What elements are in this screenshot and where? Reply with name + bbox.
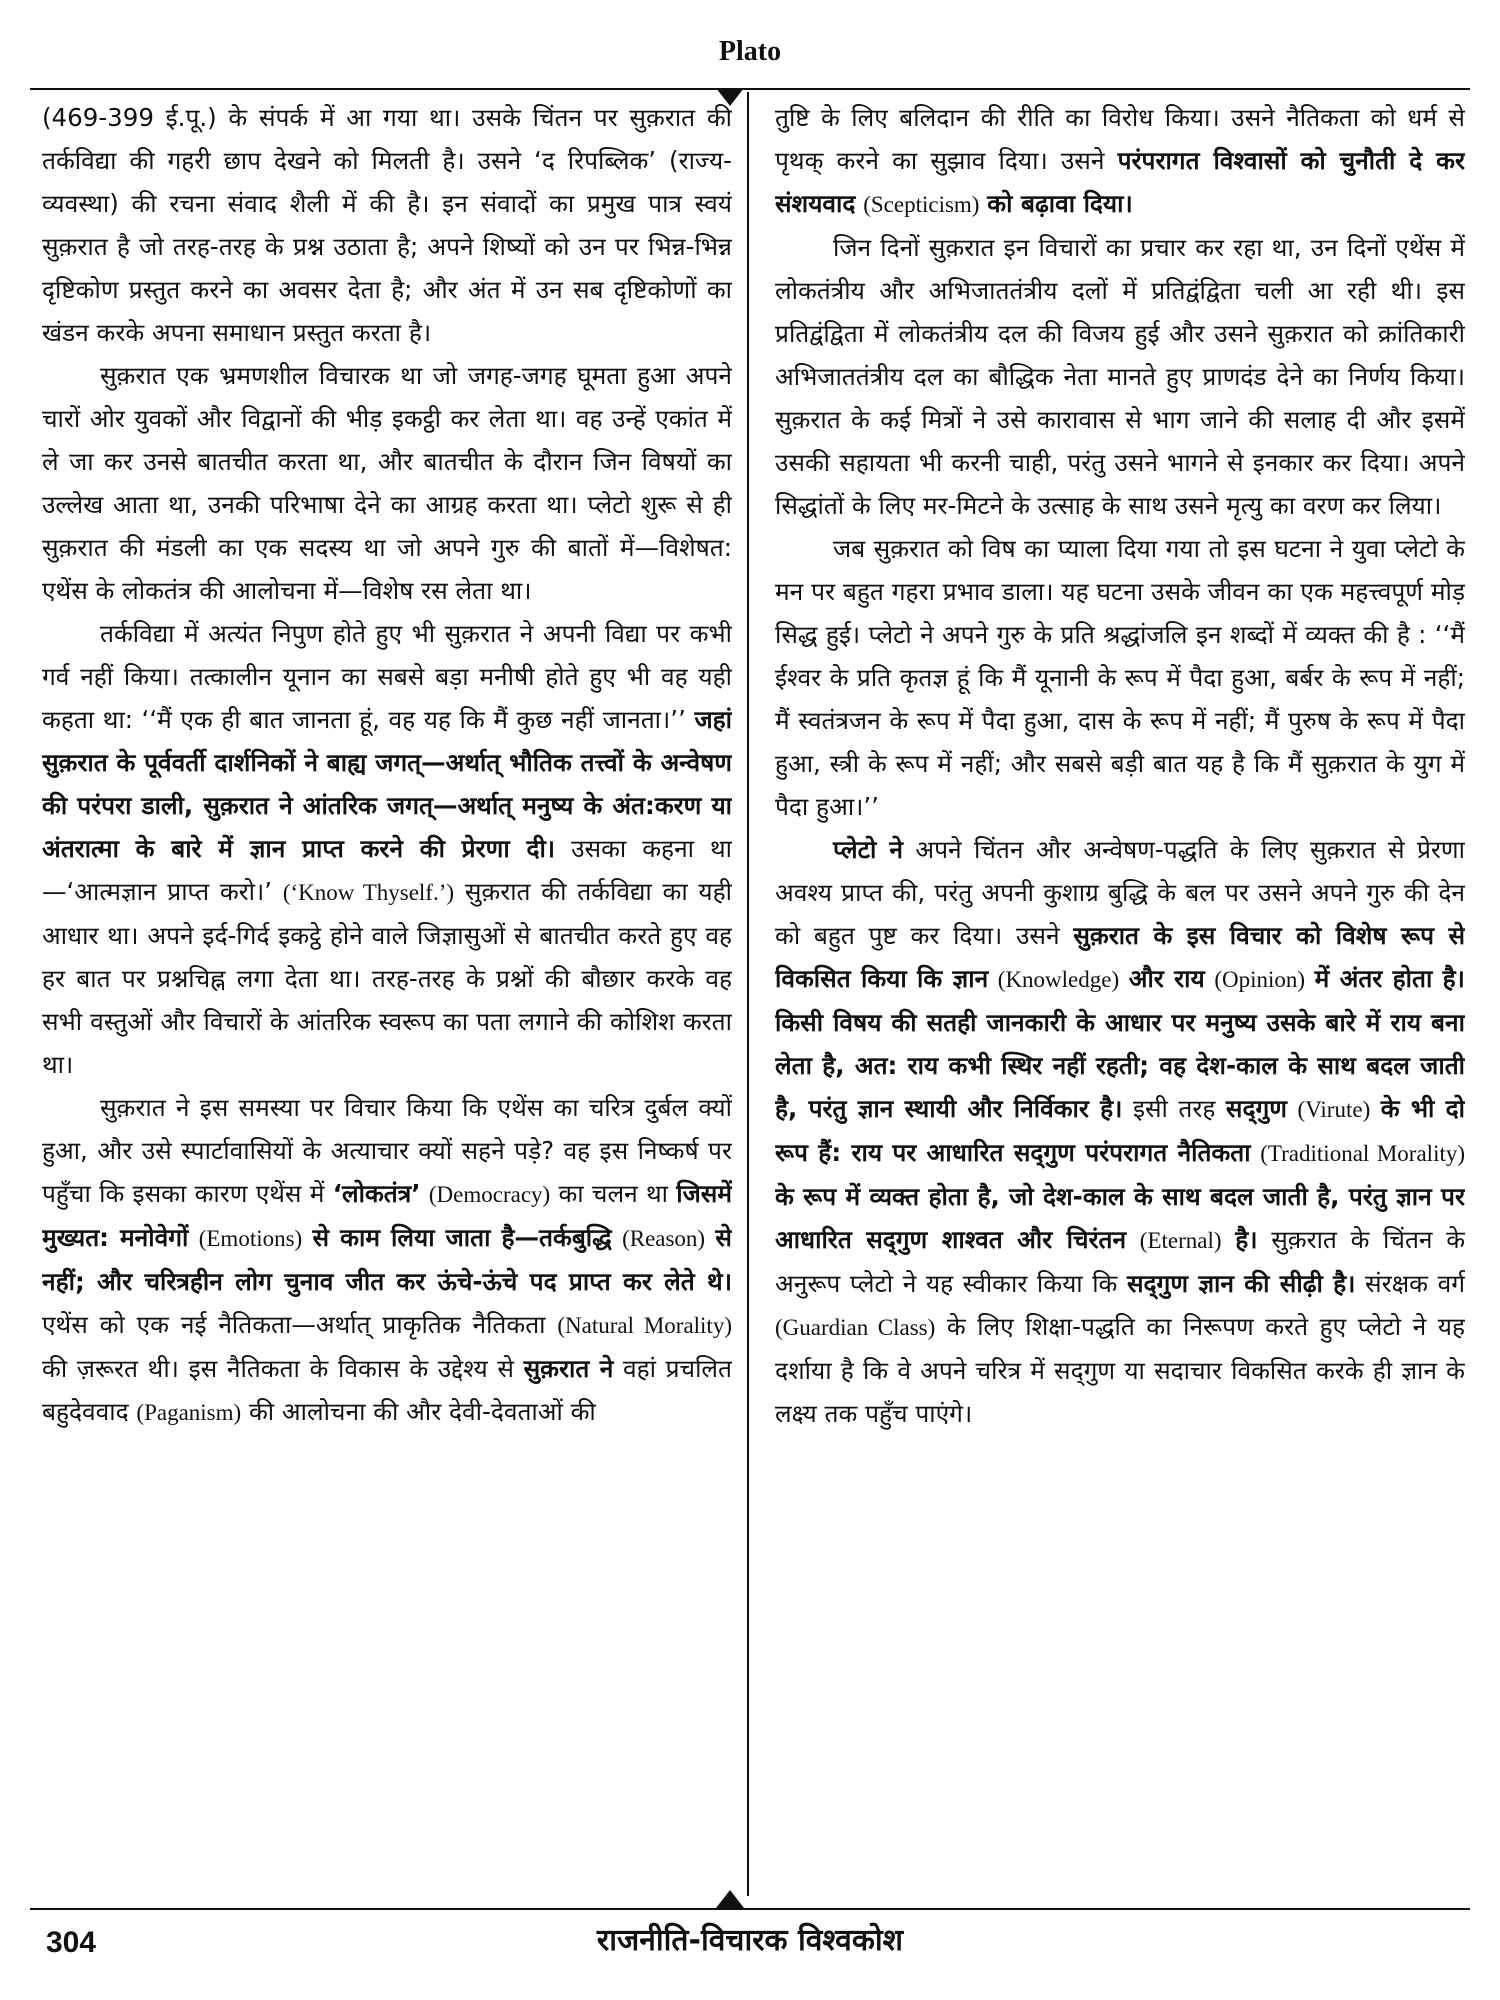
left-paragraph-3: [42, 612, 732, 1086]
english-term: (Knowledge): [997, 967, 1120, 992]
text-run: के लिए शिक्षा-पद्धति का निरूपण करते हुए प्लेटो ने यह दर्शाया है कि वे अपने चरित्र में सद्‌गुण या सदाचार विकसित करके ही ज्ञान के लक्ष्य तक पहुँच पाएंगे।: [775, 1312, 1465, 1428]
text-run: सुक़रात के चिंतन के अनुरूप प्लेटो ने यह स्वीकार किया कि: [775, 1225, 1465, 1298]
bold-run: सद्‌गुण ज्ञान की सीढ़ी है।: [1126, 1269, 1356, 1298]
column-divider: [747, 92, 749, 1896]
text-run: एथेंस को एक नई नैतिकता—अर्थात् प्राकृतिक नैतिकता: [42, 1310, 546, 1339]
text-run: उसका कहना था—‘आत्मज्ञान प्राप्त करो।’: [42, 834, 732, 906]
right-paragraph-2: जिन दिनों सुक़रात इन विचारों का प्रचार कर रहा था, उन दिनों एथेंस में लोकतंत्रीय और अभिजाततंत्रीय दलों में प्रतिद्वंद्विता चली आ रही थी। इस प्रतिद्वंद्विता में लोकतंत्रीय दल की विजय हुई और उसने सुक़रात को क्रांतिकारी अभिजाततंत्रीय दल का बौद्धिक नेता मानते हुए प्राणदंड देने का निर्णय किया। सुक़रात के कई मित्रों ने उसे कारावास से भाग जाने की सलाह दी और इसमें उसकी सहायता भी करनी चाही, परंतु उसने भागने से इनकार कर दिया। अपने सिद्धांतों के लिए मर-मिटने के उत्साह के साथ उसने मृत्यु का वरण कर लिया।: [775, 233, 1465, 520]
footer-triangle-marker: [716, 1890, 744, 1908]
english-term: (Emotions): [198, 1226, 303, 1251]
left-paragraph-2: सुक़रात एक भ्रमणशील विचारक था जो जगह-जगह घूमता हुआ अपने चारों ओर युवकों और विद्वानों की भीड़ इकट्ठी कर लेता था। वह उन्हें एकांत में ले जा कर उनसे बातचीत करता था, और बातचीत के दौरान जिन विषयों का उल्लेख आता था, उनकी परिभाषा देने का आग्रह करता था। प्लेटो शुरू से ही सुक़रात की मंडली का एक सदस्य था जो अपने गुरु की बातों में—विशेषत: एथेंस के लोकतंत्र की आलोचना में—विशेष रस लेता था।: [42, 361, 732, 605]
running-title: Plato: [718, 36, 782, 67]
text-run: का चलन था: [558, 1179, 668, 1208]
bold-run: के भी दो रूप हैं: राय पर आधारित सद्‌गुण परंपरागत नैतिकता: [775, 1094, 1465, 1167]
left-column: [42, 96, 732, 1886]
bold-run: परंपरागत विश्वासों को चुनौती दे कर संशयवाद: [775, 146, 1465, 218]
page-number: 304: [46, 1926, 97, 1959]
text-run: की आलोचना की और देवी-देवताओं की: [248, 1397, 596, 1426]
header-rule: [30, 88, 1470, 90]
right-paragraph-1: [775, 96, 1465, 226]
bold-run: के रूप में व्यक्त होता है, जो देश-काल के साथ बदल जाती है, परंतु ज्ञान पर आधारित सद्‌गुण शाश्वत और चिरंतन: [775, 1182, 1465, 1254]
english-term: (Opinion): [1214, 967, 1306, 992]
english-term: (Virute): [1297, 1097, 1371, 1122]
text-run: तुष्टि के लिए बलिदान की रीति का विरोध किया। उसने नैतिकता को धर्म से पृथक् करने का सुझाव दिया। उसने: [775, 103, 1465, 175]
english-term: (Guardian Class): [775, 1315, 936, 1340]
text-run: वहां प्रचलित बहुदेववाद: [42, 1354, 732, 1426]
book-title: राजनीति-विचारक विश्वकोश: [596, 1923, 904, 1958]
bold-run: में अंतर होता है। किसी विषय की सतही जानकारी के आधार पर मनुष्य उसके बारे में राय बना लेता है, अत: राय कभी स्थिर नहीं रहती; वह देश-काल के साथ बदल जाती है, परंतु ज्ञान स्थायी और निर्विकार है।: [775, 964, 1465, 1123]
english-term: (‘Know Thyself.’): [282, 880, 455, 905]
bold-run: से नहीं; और चरित्रहीन लोग चुनाव जीत कर ऊंचे-ऊंचे पद प्राप्त कर लेते थे।: [42, 1223, 732, 1296]
bold-run: जहां सुक़रात के पूर्ववर्ती दार्शनिकों ने बाह्य जगत्—अर्थात् भौतिक तत्त्वों के अन्वेषण की परंपरा डाली, सुक़रात ने आंतरिक जगत्—अर्थात् मनुष्य के अंत:करण या अंतरात्मा के बारे में ज्ञान प्राप्त करने की प्रेरणा दी।: [42, 705, 732, 863]
bold-run: प्लेटो ने: [833, 835, 904, 864]
bold-run: सद्‌गुण: [1225, 1094, 1288, 1123]
text-run: की ज़रूरत थी। इस नैतिकता के विकास के उद्देश्य से: [42, 1354, 514, 1383]
english-term: (Scepticism): [863, 192, 980, 217]
text-run: सुक़रात ने इस समस्या पर विचार किया कि एथेंस का चरित्र दुर्बल क्यों हुआ, और उसे स्पार्टावासियों के अत्याचार क्यों सहने पड़े? वह इस निष्कर्ष पर पहुँचा कि इसका कारण एथेंस में: [42, 1093, 732, 1208]
bold-run: से काम लिया जाता है—तर्कबुद्धि: [312, 1223, 612, 1252]
english-term: (Democracy): [428, 1182, 551, 1207]
text-run: अपने चिंतन और अन्वेषण-पद्धति के लिए सुक़रात से प्रेरणा अवश्य प्राप्त की, परंतु अपनी कुशाग्र बुद्धि के बल पर उसने अपने गुरु की देन को बहुत पुष्ट कर दिया। उसने: [775, 835, 1465, 950]
bold-run: सुक़रात के इस विचार को विशेष रूप से विकसित किया कि ज्ञान: [775, 921, 1465, 993]
bold-run: और राय: [1128, 964, 1205, 993]
right-column: [775, 96, 1465, 1886]
text-run: संरक्षक वर्ग: [1365, 1269, 1465, 1298]
footer-rule: [30, 1908, 1470, 1910]
english-term: (Natural Morality): [557, 1313, 732, 1338]
text-run: तर्कविद्या में अत्यंत निपुण होते हुए भी सुक़रात ने अपनी विद्या पर कभी गर्व नहीं किया। तत्कालीन यूनान का सबसे बड़ा मनीषी होते हुए भी वह यही कहता था: ‘‘मैं एक ही बात जानता हूं, वह यह कि मैं कुछ नहीं जानता।’’: [42, 619, 732, 734]
english-term: (Eternal): [1139, 1228, 1222, 1253]
text-run: इसी तरह: [1132, 1094, 1216, 1123]
right-paragraph-4: [775, 828, 1465, 1435]
right-paragraph-3: जब सुक़रात को विष का प्याला दिया गया तो इस घटना ने युवा प्लेटो के मन पर बहुत गहरा प्रभाव डाला। यह घटना उसके जीवन का एक महत्त्वपूर्ण मोड़ सिद्ध हुई। प्लेटो ने अपने गुरु के प्रति श्रद्धांजलि इन शब्दों में व्यक्त की है : ‘‘मैं ईश्वर के प्रति कृतज्ञ हूं कि मैं यूनानी के रूप में पैदा हुआ, बर्बर के रूप में नहीं; मैं स्वतंत्रजन के रूप में पैदा हुआ, दास के रूप में नहीं; मैं पुरुष के रूप में पैदा हुआ, स्त्री के रूप में नहीं; और सबसे बड़ी बात यह है कि मैं सुक़रात के युग में पैदा हुआ।’’: [775, 534, 1465, 821]
left-paragraph-4: [42, 1086, 732, 1434]
english-term: (Paganism): [136, 1400, 242, 1425]
bold-run: सुक़रात ने: [523, 1354, 614, 1383]
english-term: (Reason): [622, 1226, 706, 1251]
bold-run: है।: [1235, 1225, 1258, 1254]
bold-run: को बढ़ावा दिया।: [987, 189, 1133, 218]
bold-run: जिसमें मुख्यत: मनोवेगों: [42, 1179, 732, 1252]
left-paragraph-1: (469-399 ई.पू.) के संपर्क में आ गया था। उसके चिंतन पर सुक़रात की तर्कविद्या की गहरी छाप देखने को मिलती है। उसने ‘द रिपब्लिक’ (राज्य-व्यवस्था) की रचना संवाद शैली में की है। इन संवादों का प्रमुख पात्र स्वयं सुक़रात है जो तरह-तरह के प्रश्न उठाता है; अपने शिष्यों को उन पर भिन्न-भिन्न दृष्टिकोण प्रस्तुत करने का अवसर देता है; और अंत में उन सब दृष्टिकोणों का खंडन करके अपना समाधान प्रस्तुत करता है।: [42, 103, 732, 347]
english-term: (Traditional Morality): [1260, 1141, 1465, 1166]
bold-run: ‘लोकतंत्र’: [332, 1179, 421, 1208]
text-run: सुक़रात की तर्कविद्या का यही आधार था। अपने इर्द-गिर्द इकट्ठे होने वाले जिज्ञासुओं से बातचीत करते हुए वह हर बात पर प्रश्नचिह्न लगा देता था। तरह-तरह के प्रश्नों की बौछार करके वह सभी वस्तुओं और विचारों के आंतरिक स्वरूप का पता लगाने की कोशिश करता था।: [42, 877, 732, 1079]
